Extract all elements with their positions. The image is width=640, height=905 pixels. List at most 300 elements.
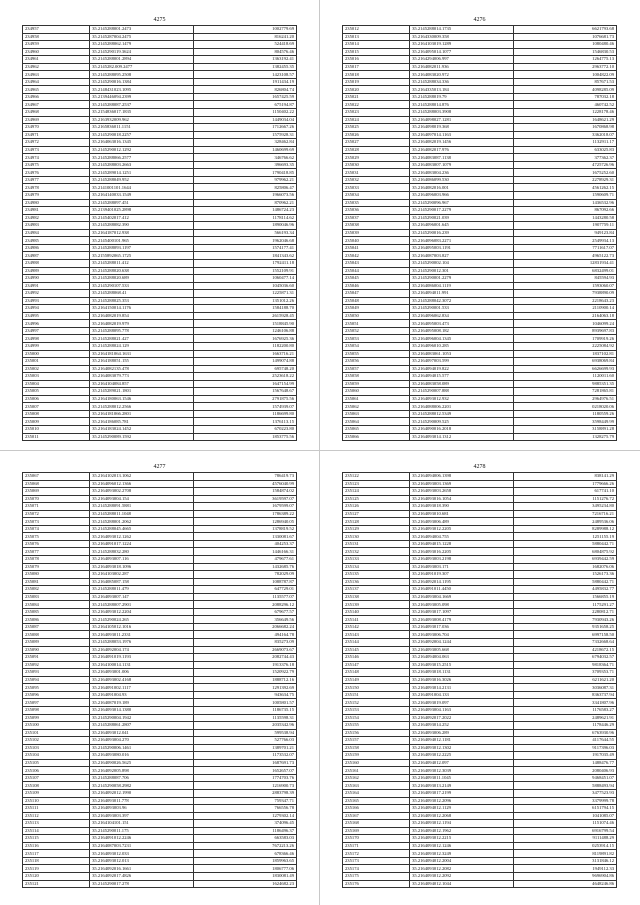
parcel-code-cell: 35.2145288001.2473 [90, 26, 193, 34]
value-cell: 5888493.94 [513, 782, 616, 790]
parcel-code-cell: 35.2145288020.689 [90, 275, 193, 283]
parcel-code-cell: 35.2145290018.2257 [90, 131, 193, 139]
table-row [343, 207, 617, 215]
parcel-code-cell: 35.2164083007.1079 [410, 161, 513, 169]
value-cell: 1962046.68 [193, 237, 296, 245]
value-cell: 1518845.90 [193, 320, 296, 328]
parcel-code-cell: 35.2145288001.2894 [90, 56, 193, 64]
parcel-code-cell: 35.2145288003.3908 [410, 109, 513, 117]
table-row [343, 259, 617, 267]
parcel-code-cell: 35.2145290012.301 [410, 267, 513, 275]
row-index-cell: 235075 [23, 533, 90, 541]
row-index-cell: 235127 [343, 510, 410, 518]
table-row [23, 358, 297, 366]
row-index-cell: 235034 [343, 192, 410, 200]
parcel-code-cell: 35.2164093015.2515 [410, 661, 513, 669]
row-index-cell: 235162 [343, 774, 410, 782]
parcel-code-cell: 35.2164098019.368 [410, 124, 513, 132]
table-row [343, 774, 617, 782]
parcel-code-cell: 35.2164093012.033 [90, 850, 193, 858]
row-index-cell: 235102 [23, 737, 90, 745]
row-index-cell: 234986 [23, 244, 90, 252]
row-index-cell: 234989 [23, 267, 90, 275]
value-cell: 2082744.43 [193, 654, 296, 662]
table-row [343, 109, 617, 117]
value-cell: 1176583.27 [513, 706, 616, 714]
table-row [23, 586, 297, 594]
row-index-cell: 235045 [343, 275, 410, 283]
parcel-code-cell: 35.2164083061.1053 [410, 350, 513, 358]
value-cell: 1520922.79 [193, 669, 296, 677]
parcel-code-cell: 35.2145288087.2537 [90, 101, 193, 109]
table-row [343, 229, 617, 237]
parcel-code-cell: 35.2164095014.1077 [410, 48, 513, 56]
row-index-cell: 235043 [343, 259, 410, 267]
row-index-cell: 235009 [23, 418, 90, 426]
value-cell: 1178446.29 [513, 722, 616, 730]
value-cell: 1151276.72 [513, 495, 616, 503]
value-cell: 845594.93 [513, 275, 616, 283]
table-row [343, 495, 617, 503]
row-index-cell: 235059 [343, 380, 410, 388]
parcel-code-cell: 35.2145288034.336 [410, 78, 513, 86]
table-row [23, 207, 297, 215]
row-index-cell: 235119 [23, 865, 90, 873]
table-row [343, 116, 617, 124]
row-index-cell: 235161 [343, 767, 410, 775]
table-row [23, 403, 297, 411]
value-cell: 1546830.53 [513, 48, 616, 56]
parcel-code-cell: 35.2164092016.1661 [90, 865, 193, 873]
value-cell: 3158891.28 [513, 425, 616, 433]
value-cell: 346766.62 [193, 154, 296, 162]
table-row [343, 473, 617, 481]
row-index-cell: 235018 [343, 71, 410, 79]
value-cell: 1486724.23 [193, 207, 296, 215]
value-cell: 867092.66 [513, 207, 616, 215]
row-index-cell: 234964 [23, 78, 90, 86]
parcel-code-cell: 35.2145400101.965 [90, 237, 193, 245]
table-row [23, 827, 297, 835]
value-cell: 3619597.07 [193, 495, 296, 503]
table-row [23, 631, 297, 639]
value-cell: 1002779.69 [193, 26, 296, 34]
parcel-code-cell: 35.2164091019.307 [410, 571, 513, 579]
parcel-code-cell: 35.2164093003.96 [90, 805, 193, 813]
table-row [343, 48, 617, 56]
row-index-cell: 235006 [23, 395, 90, 403]
value-cell: 1792411.18 [193, 259, 296, 267]
row-index-cell: 234963 [23, 71, 90, 79]
value-cell: 870962.21 [193, 199, 296, 207]
table-row [343, 395, 617, 403]
table-row [23, 373, 297, 381]
parcel-code-cell: 35.2164094012.1181 [410, 737, 513, 745]
value-cell: 1806777.06 [193, 865, 296, 873]
row-index-cell: 235044 [343, 267, 410, 275]
row-index-cell: 234973 [23, 146, 90, 154]
parcel-code-cell: 35.2164097014.1163 [410, 131, 513, 139]
value-cell: 7216716.21 [513, 510, 616, 518]
row-index-cell: 235052 [343, 327, 410, 335]
value-cell: 1291392.69 [193, 684, 296, 692]
value-cell: 1180559.26 [513, 410, 616, 418]
table-row [23, 706, 297, 714]
row-index-cell: 234960 [23, 48, 90, 56]
table-row [23, 525, 297, 533]
parcel-code-cell: 35.2164082019.979 [90, 320, 193, 328]
row-index-cell: 235066 [343, 433, 410, 441]
table-row [23, 101, 297, 109]
parcel-code-cell: 35.2164083020.972 [410, 71, 513, 79]
row-index-cell: 235013 [343, 33, 410, 41]
table-row [343, 41, 617, 49]
parcel-code-cell: 35.2145290016.1384 [90, 78, 193, 86]
table-row [343, 631, 617, 639]
table-row [23, 425, 297, 433]
table-row [343, 759, 617, 767]
table-row [23, 388, 297, 396]
row-index-cell: 235171 [343, 842, 410, 850]
parcel-code-cell: 35.2145288014.876 [410, 101, 513, 109]
parcel-code-cell: 35.2164094006.1398 [410, 473, 513, 481]
value-cell: 377362.37 [513, 154, 616, 162]
table-row [23, 593, 297, 601]
value-cell: 816241.20 [193, 33, 296, 41]
table-row [343, 556, 617, 564]
value-cell: 1590609.71 [513, 192, 616, 200]
table-row [343, 503, 617, 511]
row-index-cell: 235132 [343, 548, 410, 556]
value-cell: 1120011.60 [513, 373, 616, 381]
table-row [23, 48, 297, 56]
table-row [343, 320, 617, 328]
value-cell: 4648246.86 [513, 880, 616, 888]
row-index-cell: 235128 [343, 518, 410, 526]
value-cell: 766556.78 [193, 805, 296, 813]
parcel-code-cell: 35.2145288021.427 [90, 335, 193, 343]
parcel-code-cell: 35.2164063016.1345 [90, 139, 193, 147]
parcel-code-cell: 35.2164090026.5625 [90, 759, 193, 767]
parcel-code-cell: 35.2164093012.2092 [410, 872, 513, 880]
value-cell: 1449034.04 [193, 116, 296, 124]
parcel-code-cell: 35.2164082019.1456 [410, 139, 513, 147]
table-row [343, 214, 617, 222]
value-cell: 8939697.83 [513, 327, 616, 335]
row-index-cell: 235134 [343, 563, 410, 571]
row-index-cell: 234971 [23, 131, 90, 139]
table-row [23, 297, 297, 305]
row-index-cell: 235063 [343, 410, 410, 418]
table-row [343, 548, 617, 556]
value-cell: 1647154.99 [193, 380, 296, 388]
table-row [23, 222, 297, 230]
table-row [23, 312, 297, 320]
parcel-code-cell: 35.2145290006.1461 [90, 744, 193, 752]
value-cell: 2066682.24 [193, 623, 296, 631]
table-row [343, 365, 617, 373]
table-row [23, 654, 297, 662]
parcel-code-cell: 35.2145290021.039 [410, 214, 513, 222]
parcel-code-cell: 35.2145288025.353 [90, 297, 193, 305]
table-row [23, 518, 297, 526]
value-cell: 9468451.07 [513, 774, 616, 782]
table-row [23, 244, 297, 252]
value-cell: 1648621.29 [513, 116, 616, 124]
row-index-cell: 235151 [343, 691, 410, 699]
table-row [343, 161, 617, 169]
table-row [343, 850, 617, 858]
value-cell: 1786389.22 [193, 510, 296, 518]
value-cell: 675194.87 [193, 101, 296, 109]
row-index-cell: 234968 [23, 109, 90, 117]
value-cell: 1186496.37 [193, 827, 296, 835]
value-cell: 2791875.56 [193, 395, 296, 403]
row-index-cell: 234997 [23, 327, 90, 335]
table-row [23, 176, 297, 184]
parcel-code-cell: 35.2164186085.781 [90, 418, 193, 426]
parcel-code-cell: 35.2145290058.2982 [90, 782, 193, 790]
table-row [23, 131, 297, 139]
parcel-code-cell: 35.2164093008.4179 [410, 616, 513, 624]
value-cell: 1046099.24 [513, 320, 616, 328]
row-index-cell: 234988 [23, 259, 90, 267]
value-cell: 1443280.58 [513, 214, 616, 222]
parcel-code-cell: 35.2164095008.182 [410, 327, 513, 335]
parcel-code-cell: 35.2164093018.390 [410, 503, 513, 511]
parcel-code-cell: 35.2164093012.2215 [410, 835, 513, 843]
row-index-cell: 234967 [23, 101, 90, 109]
row-index-cell: 235067 [23, 473, 90, 481]
row-index-cell: 235017 [343, 63, 410, 71]
table-row [343, 880, 617, 888]
row-index-cell: 235050 [343, 312, 410, 320]
value-cell: 1228178.46 [513, 109, 616, 117]
row-index-cell: 235069 [23, 488, 90, 496]
row-index-cell: 235157 [343, 737, 410, 745]
value-cell: 4576040.99 [193, 480, 296, 488]
parcel-code-cell: 35.2145288042.3072 [410, 297, 513, 305]
table-row [343, 388, 617, 396]
row-index-cell: 235025 [343, 124, 410, 132]
table-row [343, 131, 617, 139]
parcel-code-cell: 35.2164104101.151 [90, 820, 193, 828]
parcel-code-cell: 35.2145290009.525 [410, 418, 513, 426]
value-cell: 617741.10 [513, 488, 616, 496]
parcel-code-cell: 35.2164180063.1546 [90, 395, 193, 403]
value-cell: 1178114.62 [193, 214, 296, 222]
table-row [23, 320, 297, 328]
table-row [343, 767, 617, 775]
parcel-code-cell: 35.2164094004.063 [410, 654, 513, 662]
table-row [343, 525, 617, 533]
row-index-cell: 235172 [343, 850, 410, 858]
table-row [23, 548, 297, 556]
table-row [343, 669, 617, 677]
table-row [343, 169, 617, 177]
parcel-code-cell: 35.2164093003.1369 [410, 480, 513, 488]
table-row [343, 533, 617, 541]
table-row [343, 101, 617, 109]
parcel-code-cell: 35.2164083004.236 [410, 169, 513, 177]
parcel-code-cell: 35.2164181066.2801 [90, 410, 193, 418]
value-cell: 1225871.31 [193, 290, 296, 298]
row-index-cell: 235106 [23, 767, 90, 775]
table-row [23, 327, 297, 335]
row-index-cell: 235076 [23, 540, 90, 548]
parcel-code-cell: 35.2145290024.265 [90, 616, 193, 624]
row-index-cell: 235036 [343, 207, 410, 215]
value-cell: 1279302.14 [193, 812, 296, 820]
parcel-code-cell: 35.2145288014.1735 [410, 26, 513, 34]
table-row [343, 33, 617, 41]
parcel-code-cell: 35.2164093012.1246 [410, 842, 513, 850]
value-cell: 9818364.71 [513, 661, 616, 669]
row-index-cell: 234957 [23, 26, 90, 34]
value-cell: 2280812.71 [513, 608, 616, 616]
parcel-code-cell: 35.2164183024.1452 [90, 425, 193, 433]
row-index-cell: 234961 [23, 56, 90, 64]
value-cell: 479677.61 [193, 556, 296, 564]
value-cell: 4561262.15 [513, 184, 616, 192]
parcel-code-cell: 35.2164093012.1194 [410, 820, 513, 828]
parcel-code-cell: 35.2164093002.4168 [90, 676, 193, 684]
table-row [23, 275, 297, 283]
parcel-code-cell: 35.2164087003.7231 [90, 842, 193, 850]
value-cell: 1593060.07 [513, 282, 616, 290]
parcel-code-cell: 35.2164091011.4450 [410, 586, 513, 594]
parcel-code-cell: 35.2164083058.089 [410, 380, 513, 388]
parcel-code-cell: 35.2164093014.252 [410, 722, 513, 730]
value-cell: 1423108.57 [193, 71, 296, 79]
row-index-cell: 235097 [23, 699, 90, 707]
table-row [343, 71, 617, 79]
parcel-code-cell: 35.2164093004.1163 [410, 706, 513, 714]
value-cell: 633025.83 [513, 146, 616, 154]
value-cell: 396693.35 [193, 161, 296, 169]
row-index-cell: 235169 [343, 827, 410, 835]
table-row [343, 312, 617, 320]
table-row [343, 782, 617, 790]
table-row [343, 63, 617, 71]
table-row [23, 646, 297, 654]
page-4277 [22, 463, 297, 888]
parcel-code-cell: 35.2145290011.175 [90, 827, 193, 835]
parcel-code-cell: 35.2164092004.174 [90, 646, 193, 654]
row-index-cell: 235107 [23, 774, 90, 782]
parcel-code-cell: 35.2164181064.1631 [90, 350, 193, 358]
row-index-cell: 235101 [23, 729, 90, 737]
parcel-code-cell: 35.2164093014.2131 [410, 684, 513, 692]
value-cell: 1584874.02 [193, 488, 296, 496]
value-cell: 5880442.71 [513, 540, 616, 548]
table-row [343, 789, 617, 797]
page-4275 [22, 16, 297, 441]
table-row [343, 139, 617, 147]
value-cell: 1186735.15 [193, 706, 296, 714]
table-row [343, 857, 617, 865]
row-index-cell: 235037 [343, 214, 410, 222]
parcel-code-cell: 35.2145287004.2475 [90, 33, 193, 41]
table-row [23, 835, 297, 843]
row-index-cell: 235156 [343, 729, 410, 737]
table-row [23, 342, 297, 350]
row-index-cell: 235121 [23, 880, 90, 888]
parcel-code-cell: 35.2164093012.013 [90, 857, 193, 865]
parcel-code-cell: 35.2145288045.4665 [90, 525, 193, 533]
parcel-table [342, 25, 617, 441]
row-index-cell: 235124 [343, 488, 410, 496]
value-cell: 1917035.49 [513, 752, 616, 760]
table-row [343, 835, 617, 843]
value-cell: 1080480.46 [513, 41, 616, 49]
table-row [23, 774, 297, 782]
value-cell: 1911434.19 [193, 78, 296, 86]
value-cell: 1135598.31 [193, 714, 296, 722]
row-index-cell: 235061 [343, 395, 410, 403]
value-cell: 857671.53 [513, 78, 616, 86]
row-index-cell: 235138 [343, 593, 410, 601]
parcel-code-cell: 35.2164093012.2082 [410, 865, 513, 873]
table-row [343, 93, 617, 101]
row-index-cell: 235010 [23, 425, 90, 433]
row-index-cell: 235114 [23, 827, 90, 835]
row-index-cell: 235000 [23, 350, 90, 358]
value-cell: 647729.01 [193, 586, 296, 594]
value-cell: 4725726.96 [513, 161, 616, 169]
value-cell: 8363737.94 [513, 691, 616, 699]
value-cell: 2278929.31 [513, 176, 616, 184]
table-row [343, 124, 617, 132]
table-row [23, 812, 297, 820]
table-row [23, 78, 297, 86]
parcel-code-cell: 35.2145288066.2577 [90, 154, 193, 162]
table-row [343, 480, 617, 488]
row-index-cell: 235031 [343, 169, 410, 177]
row-index-cell: 235048 [343, 297, 410, 305]
table-row [343, 571, 617, 579]
parcel-code-cell: 35.2145290119.3624 [90, 48, 193, 56]
table-row [343, 540, 617, 548]
value-cell: 3036087.31 [513, 684, 616, 692]
parcel-table [342, 472, 617, 888]
table-row [23, 199, 297, 207]
table-row [23, 161, 297, 169]
row-index-cell: 235064 [343, 418, 410, 426]
value-cell: 9117396.03 [513, 744, 616, 752]
row-index-cell: 235130 [343, 533, 410, 541]
table-row [343, 282, 617, 290]
row-index-cell: 234959 [23, 41, 90, 49]
table-row [343, 865, 617, 873]
row-index-cell: 234991 [23, 282, 90, 290]
value-cell: 9885351.35 [513, 380, 616, 388]
row-index-cell: 235083 [23, 593, 90, 601]
value-cell: 695748.20 [193, 365, 296, 373]
value-cell: 3379999.78 [513, 797, 616, 805]
row-index-cell: 234977 [23, 176, 90, 184]
value-cell: 1774703.76 [193, 774, 296, 782]
row-index-cell: 235040 [343, 237, 410, 245]
table-row [23, 418, 297, 426]
value-cell: 1574177.41 [193, 244, 296, 252]
row-index-cell: 235098 [23, 706, 90, 714]
table-row [343, 237, 617, 245]
parcel-code-cell: 35.2145288068.41 [90, 290, 193, 298]
row-index-cell: 235155 [343, 722, 410, 730]
page-4278 [342, 463, 617, 888]
value-cell: 1216900.73 [193, 782, 296, 790]
